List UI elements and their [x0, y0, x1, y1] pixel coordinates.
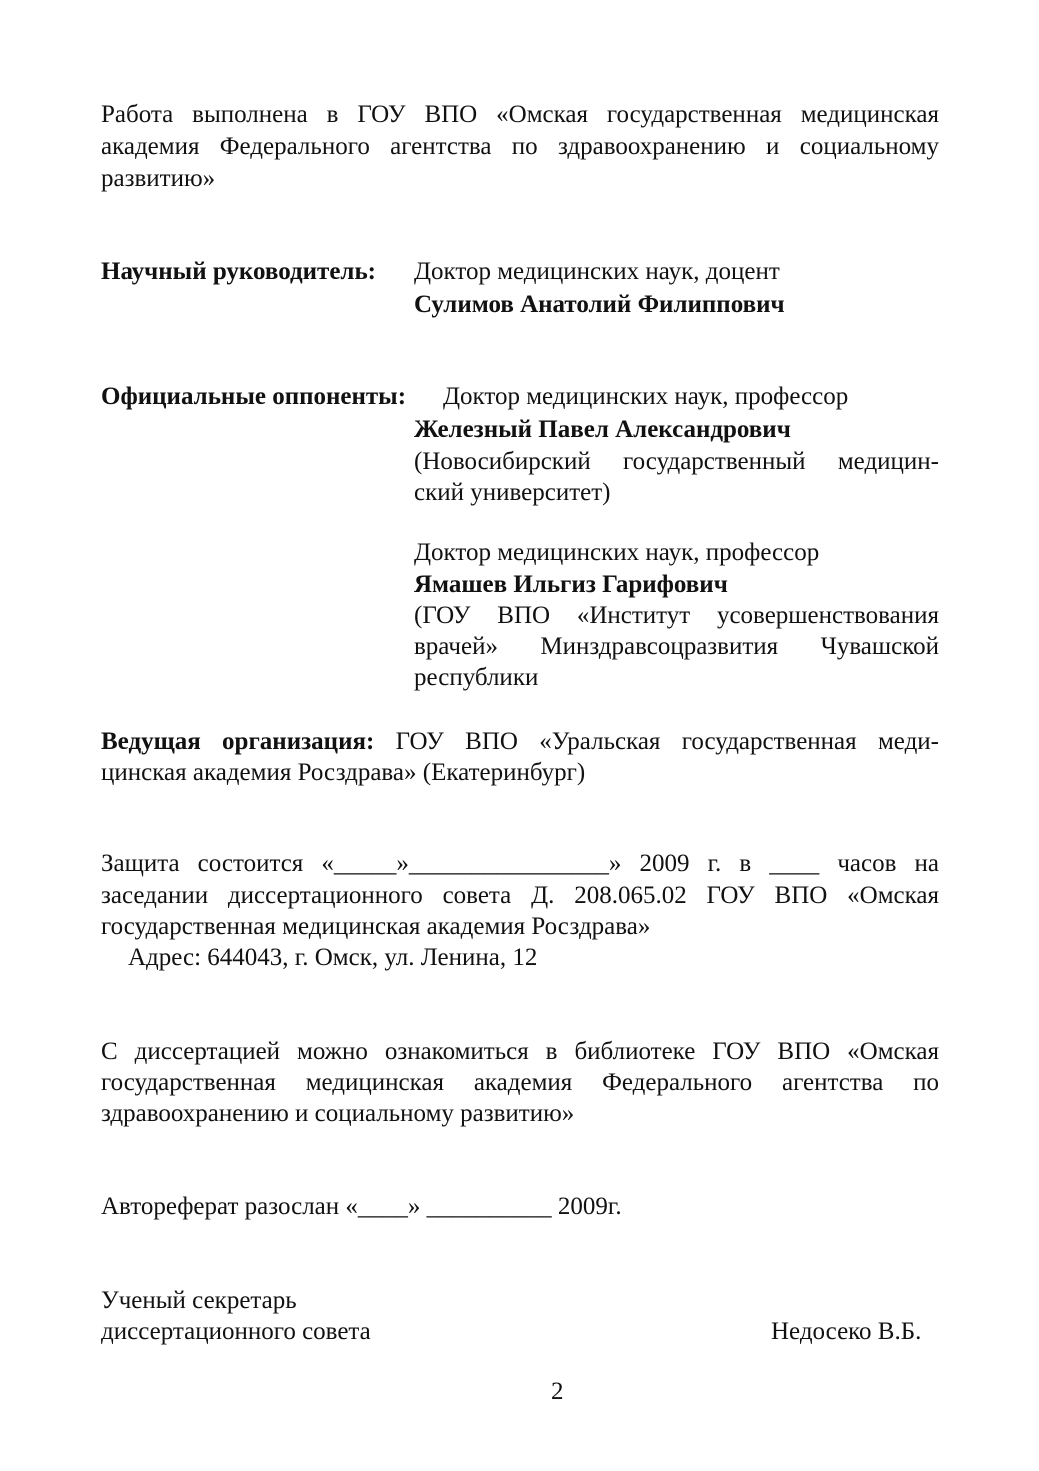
leading-org-line-1: [101, 726, 939, 757]
defense-line-3: государственная медицинская академия Росздрава»: [101, 913, 651, 940]
opponent-1-title: Доктор медицинских наук, профессор: [443, 383, 849, 410]
secretary-title-line-2: диссертационного совета: [101, 1318, 371, 1345]
library-line-2: государственная медицинская академия Федерального агентства по: [101, 1069, 939, 1096]
opponent-2-affiliation-line-3: республики: [414, 664, 539, 691]
opponent-1-affiliation-line-2: ский университет): [414, 479, 611, 506]
page-number: 2: [551, 1378, 564, 1405]
library-line-3: здравоохранению и социальному развитию»: [101, 1100, 575, 1127]
leading-org-text: ГОУ ВПО «Уральская государственная меди-: [395, 728, 939, 755]
intro-line-3: развитию»: [101, 165, 216, 192]
intro-line-2: академия Федерального агентства по здравоохранению и социальному: [101, 133, 939, 160]
secretary-name: Недосеко В.Б.: [771, 1318, 922, 1345]
supervisor-title: Доктор медицинских наук, доцент: [414, 258, 780, 285]
opponent-2-title: Доктор медицинских наук, профессор: [414, 539, 820, 566]
supervisor-label: Научный руководитель:: [101, 258, 376, 285]
intro-line-1: Работа выполнена в ГОУ ВПО «Омская государственная медицинская: [101, 101, 939, 128]
opponent-2-affiliation-line-1: (ГОУ ВПО «Институт усовершенствования: [414, 602, 939, 629]
opponents-label: Официальные оппоненты:: [101, 383, 407, 410]
leading-org-line-2: цинская академия Росздрава» (Екатеринбург): [101, 759, 586, 786]
leading-org-label: Ведущая организация:: [101, 728, 375, 755]
secretary-title-line-1: Ученый секретарь: [101, 1287, 297, 1314]
opponent-2-affiliation-line-2: врачей» Минздравсоцразвития Чувашской: [414, 633, 939, 660]
mailed-line: Автореферат разослан «____» __________ 2009г.: [101, 1193, 622, 1220]
defense-line-1: Защита состоится «_____»________________» 2009 г. в ____ часов на: [101, 850, 939, 877]
opponent-1-name: Железный Павел Александрович: [414, 416, 791, 443]
opponent-1-affiliation-line-1: (Новосибирский государственный медицин-: [414, 448, 939, 475]
library-line-1: С диссертацией можно ознакомиться в библиотеке ГОУ ВПО «Омская: [101, 1038, 939, 1065]
defense-address: Адрес: 644043, г. Омск, ул. Ленина, 12: [128, 944, 538, 971]
supervisor-name: Сулимов Анатолий Филиппович: [414, 291, 785, 318]
defense-line-2: заседании диссертационного совета Д. 208.065.02 ГОУ ВПО «Омская: [101, 882, 939, 909]
opponent-2-name: Ямашев Ильгиз Гарифович: [414, 571, 728, 598]
